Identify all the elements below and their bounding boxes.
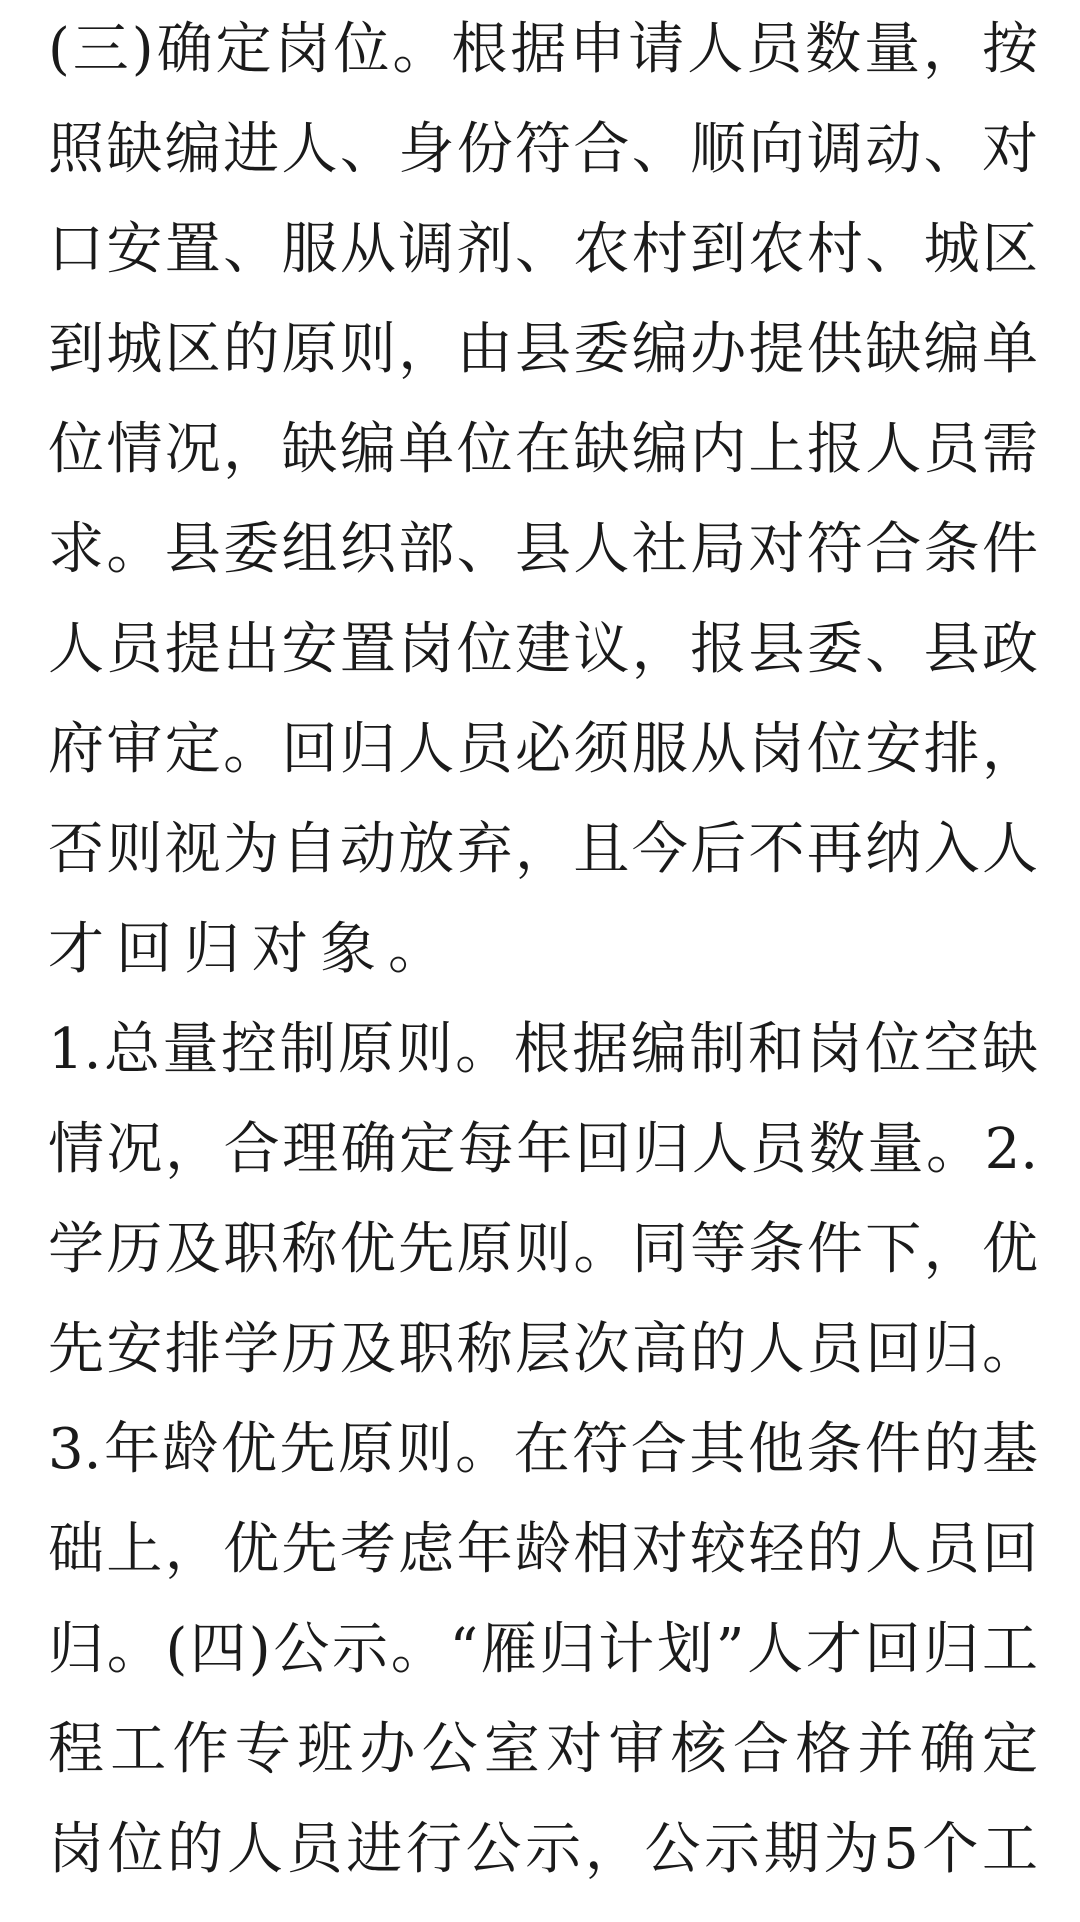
text-line-10: 才回归对象。: [48, 917, 456, 982]
text-line-11: 1.总量控制原则。根据编制和岗位空缺: [48, 1017, 1038, 1082]
text-line-15: 3.年龄优先原则。在符合其他条件的基: [48, 1417, 1038, 1482]
text-line-2: 照缺编进人、身份符合、顺向调动、对: [48, 117, 1038, 182]
text-line-19: 岗位的人员进行公示，公示期为5个工: [48, 1817, 1038, 1882]
text-line-7: 人员提出安置岗位建议，报县委、县政: [48, 617, 1038, 682]
text-line-18: 程工作专班办公室对审核合格并确定: [48, 1717, 1038, 1782]
text-line-13: 学历及职称优先原则。同等条件下，优: [48, 1217, 1038, 1282]
text-line-8: 府审定。回归人员必须服从岗位安排，: [48, 717, 1038, 782]
text-line-9: 否则视为自动放弃，且今后不再纳入人: [48, 817, 1038, 882]
text-line-6: 求。县委组织部、县人社局对符合条件: [48, 517, 1038, 582]
text-line-5: 位情况，缺编单位在缺编内上报人员需: [48, 417, 1038, 482]
text-line-1: (三)确定岗位。根据申请人员数量，按: [48, 17, 1038, 82]
text-line-17: 归。(四)公示。“雁归计划”人才回归工: [48, 1617, 1038, 1682]
text-line-3: 口安置、服从调剂、农村到农村、城区: [48, 217, 1038, 282]
text-line-16: 础上，优先考虑年龄相对较轻的人员回: [48, 1517, 1038, 1582]
text-line-14: 先安排学历及职称层次高的人员回归。: [48, 1317, 1038, 1382]
text-line-12: 情况，合理确定每年回归人员数量。2.: [48, 1117, 1038, 1182]
text-line-4: 到城区的原则，由县委编办提供缺编单: [48, 317, 1038, 382]
